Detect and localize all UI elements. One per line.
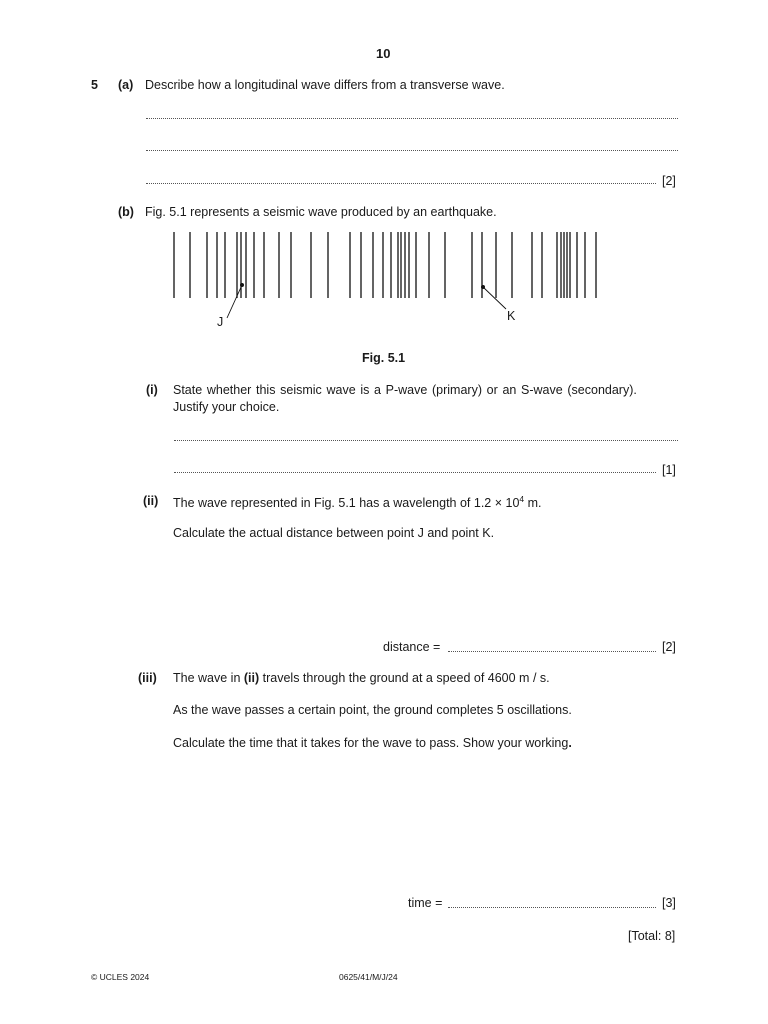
part-b-intro: Fig. 5.1 represents a seismic wave produced by an earthquake.	[145, 205, 497, 219]
time-answer-line[interactable]	[448, 907, 656, 908]
part-iii-line3: Calculate the time that it takes for the wave to pass. Show your working.	[173, 736, 572, 750]
marks-a: [2]	[662, 174, 676, 188]
point-k	[481, 285, 485, 289]
marks-i: [1]	[662, 463, 676, 477]
part-iii-label: (iii)	[138, 671, 157, 685]
marks-ii: [2]	[662, 640, 676, 654]
wave-compression-lines	[174, 232, 596, 298]
time-label: time =	[408, 896, 443, 910]
point-j	[240, 283, 244, 287]
part-b-label: (b)	[118, 205, 134, 219]
part-a-question: Describe how a longitudinal wave differs from a transverse wave.	[145, 78, 505, 92]
part-i-label: (i)	[146, 383, 158, 397]
answer-line[interactable]	[174, 440, 678, 441]
label-j: J	[217, 315, 224, 329]
part-ii-calc: Calculate the actual distance between point J and point K.	[173, 526, 495, 540]
part-iii-line2: As the wave passes a certain point, the ground completes 5 oscillations.	[173, 703, 572, 717]
part-ii-statement: The wave represented in Fig. 5.1 has a wavelength of $1.2 \times 10^4$ m.	[173, 494, 542, 511]
marks-iii: [3]	[662, 896, 676, 910]
answer-line[interactable]	[174, 472, 656, 473]
part-iii-statement: The wave in (ii) travels through the ground at a speed of 4600 m / s.	[173, 671, 550, 685]
figure-caption: Fig. 5.1	[362, 351, 406, 365]
part-i-question-2: Justify your choice.	[173, 400, 280, 414]
label-j-pointer	[227, 285, 242, 318]
part-i-question: State whether this seismic wave is a P-wave (primary) or an S-wave (secondary).	[173, 383, 637, 397]
distance-answer-line[interactable]	[448, 651, 656, 652]
footer-code: 0625/41/M/J/24	[339, 972, 398, 982]
total-marks: [Total: 8]	[628, 929, 676, 943]
answer-line[interactable]	[146, 118, 678, 119]
part-a-label: (a)	[118, 78, 134, 92]
footer-copyright: © UCLES 2024	[91, 972, 150, 982]
question-number: 5	[91, 78, 98, 92]
answer-line[interactable]	[146, 183, 656, 184]
label-k-pointer	[483, 287, 506, 309]
answer-line[interactable]	[146, 150, 678, 151]
label-k: K	[507, 309, 516, 323]
page-number: 10	[376, 46, 391, 61]
figure-5-1	[160, 226, 610, 336]
distance-label: distance =	[383, 640, 441, 654]
part-ii-label: (ii)	[143, 494, 159, 508]
